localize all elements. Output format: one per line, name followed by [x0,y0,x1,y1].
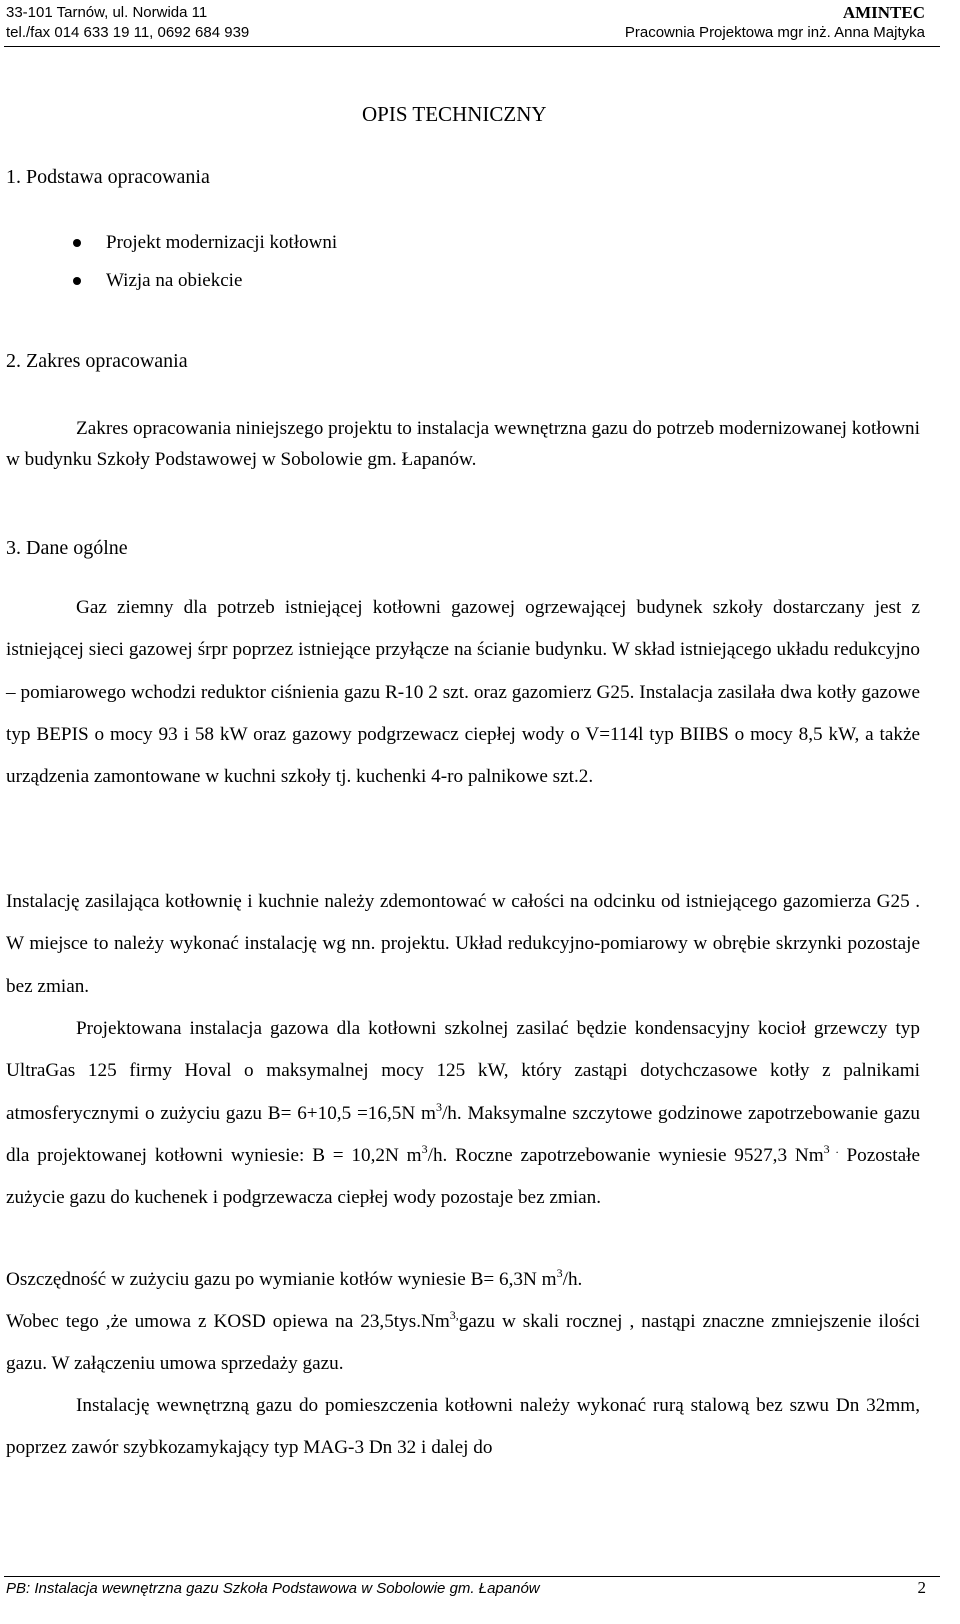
bullet-list [60,232,337,308]
footer-text: PB: Instalacja wewnętrzna gazu Szkoła Podstawowa w Sobolowie gm. Łapanów [6,1580,540,1597]
section-3-paragraph-5: Wobec tego ,że umowa z KOSD opiewa na $23,5tys.Nm^{3,}gazu$ w skali rocznej , nastąpi znaczne zmniejszenie ilości gazu. W załączeniu umowa sprzedaży gazu. [6,1308,920,1375]
page-number: 2 [917,1578,926,1597]
section-2-heading: 2. Zakres opracowania [6,350,188,372]
header-studio: Pracownia Projektowa mgr inż. Anna Majtyka [624,24,925,41]
header-phone: tel./fax 014 633 19 11, 0692 684 939 [6,24,250,41]
section-2-paragraph: Zakres opracowania niniejszego projektu to instalacja wewnętrzna gazu do potrzeb modernizowanej kotłowni w budynku Szkoły Podstawowej w Sobolowie gm. Łapanów. [6,418,920,470]
section-3-paragraph-6: Instalację wewnętrzną gazu do pomieszczenia kotłowni należy wykonać rurą stalową bez szwu Dn 32mm, poprzez zawór szybkozamykający typ MAG-3 Dn 32 i dalej do [6,1395,920,1459]
section-3-paragraph-2: Instalację zasilająca kotłownię i kuchnie należy zdemontować w całości na odcinku od istniejącego gazomierza G25 . W miejsce to należy wykonać instalację wg nn. projektu. Układ redukcyjno-pomiarowy w obrębie skrzynki pozostaje bez zmian. [6,891,920,997]
section-3-paragraph-3: Projektowana instalacja gazowa dla kotłowni szkolnej zasilać będzie kondensacyjny kocioł grzewczy typ UltraGas 125 firmy Hoval o maksymalnej mocy 125 kW, który zastąpi dotychczasowe kotły z palnikami atmosferycznymi o zużyciu gazu B= 6+10,5 =16,5N $m^3/h$. Maksymalne szczytowe godzinowe zapotrzebowanie gazu dla projektowanej kotłowni wyniesie: B = 10,2N $m^3/h$. Roczne zapotrzebowanie wyniesie 9527,3 $Nm^{3 .}$ Pozostałe zużycie gazu do kuchenek i podgrzewacza ciepłej wody pozostaje bez zmian. [6,1018,921,1209]
bullet-icon [73,277,81,285]
section-3-paragraph-4: Oszczędność w zużyciu gazu po wymianie kotłów wyniesie B= 6,3N $m^3/h$. [6,1266,583,1290]
section-3-paragraph-1: Gaz ziemny dla potrzeb istniejącej kotłowni gazowej ogrzewającej budynek szkoły dostarczany jest z istniejącej sieci gazowej śrpr poprzez istniejące przyłącze na ścianie budynku. W skład istniejącego układu redukcyjno – pomiarowego wchodzi reduktor ciśnienia gazu R-10 2 szt. oraz gazomierz G25. Instalacja zasilała dwa kotły gazowe typ BEPIS o mocy 93 i 58 kW oraz gazowy podgrzewacz ciepłej wody o V=114l typ BIIBS o mocy 8,5 kW, a także urządzenia zamontowane w kuchni szkoły tj. kuchenki 4-ro palnikowe szt.2. [6,597,920,788]
list-item: Projekt modernizacji kotłowni [60,232,337,270]
list-item: Wizja na obiekcie [60,270,337,308]
header-company: AMINTEC [842,3,925,22]
footer-divider [4,1576,940,1577]
header-address: 33-101 Tarnów, ul. Norwida 11 [6,4,208,21]
section-3-heading: 3. Dane ogólne [6,537,128,559]
section-1-heading: 1. Podstawa opracowania [6,166,210,188]
bullet-icon [73,239,81,247]
header-divider [4,46,940,47]
document-title: OPIS TECHNICZNY [362,102,547,126]
